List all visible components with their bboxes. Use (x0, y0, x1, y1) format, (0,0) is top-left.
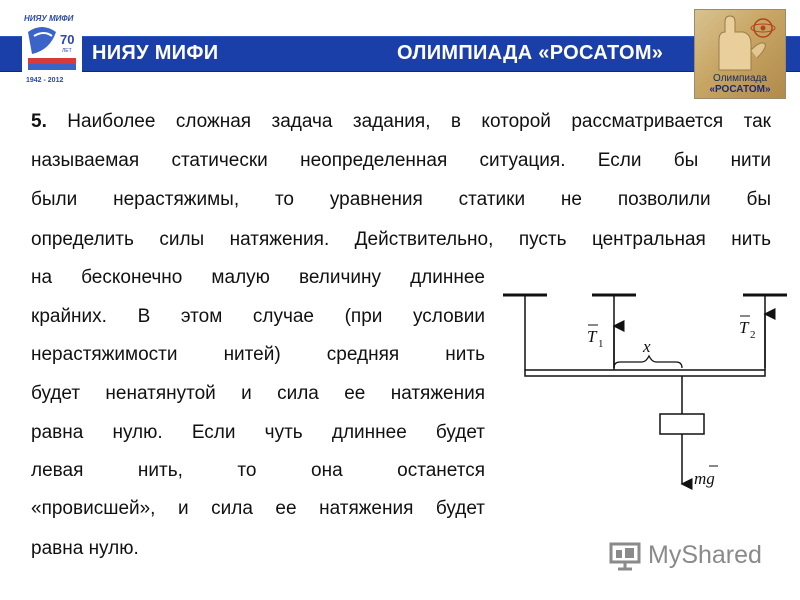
problem-line-5: на бесконечно малую величину длиннее (31, 267, 485, 288)
label-t2-sub: 2 (750, 329, 756, 341)
problem-line-text: Наиболее сложная задача задания, в которой рассматривается так (67, 111, 771, 132)
problem-line-4: определить силы натяжения. Действительно, пусть центральная нить (31, 229, 771, 250)
label-t1: T (587, 327, 597, 346)
problem-line-12: равна нулю. (31, 538, 139, 559)
logo-anniversary-number: 70 (60, 32, 75, 47)
watermark-text: MyShared (648, 540, 762, 569)
label-t2: T (739, 318, 749, 337)
header-title-right: ОЛИМПИАДА «РОСАТОМ» (397, 42, 664, 64)
logo-caption-line2: «РОСАТОМ» (709, 84, 771, 95)
problem-line-6: крайних. В этом случае (при условии (31, 306, 485, 327)
problem-line-3: были нерастяжимы, то уравнения статики не позволили бы (31, 189, 771, 210)
problem-number: 5. (31, 111, 47, 132)
header-title-left: НИЯУ МИФИ (92, 42, 219, 64)
logo-name-text: НИЯУ МИФИ (24, 14, 74, 23)
problem-line-7: нерастяжимости нитей) средняя нить (31, 344, 485, 365)
rod (525, 370, 765, 376)
problem-line-10: левая нить, то она останется (31, 460, 485, 481)
load-block (660, 414, 704, 434)
presentation-board-icon (608, 538, 642, 572)
problem-line-11: «провисшей», и сила ее натяжения будет (31, 498, 485, 519)
mephi-logo (22, 10, 82, 90)
logo-caption-line1: Олимпиада (713, 73, 767, 84)
watermark (608, 537, 762, 573)
problem-line-2: называемая статически неопределенная ситуация. Если бы нити (31, 150, 771, 171)
distance-brace (614, 356, 682, 368)
rosatom-olympiad-logo (694, 9, 786, 99)
label-weight: mg (694, 469, 715, 488)
header-bar (0, 36, 800, 72)
logo-anniversary-word: ЛЕТ (62, 48, 72, 54)
logo-years: 1942 - 2012 (26, 77, 64, 84)
label-x: x (643, 337, 651, 356)
problem-line-1 (31, 110, 771, 134)
problem-line-8: будет ненатянутой и сила ее натяжения (31, 383, 485, 404)
threads-diagram (490, 280, 790, 520)
label-t1-sub: 1 (598, 338, 604, 350)
hand-atom-icon (695, 10, 785, 72)
problem-line-9: равна нулю. Если чуть длиннее будет (31, 422, 485, 443)
